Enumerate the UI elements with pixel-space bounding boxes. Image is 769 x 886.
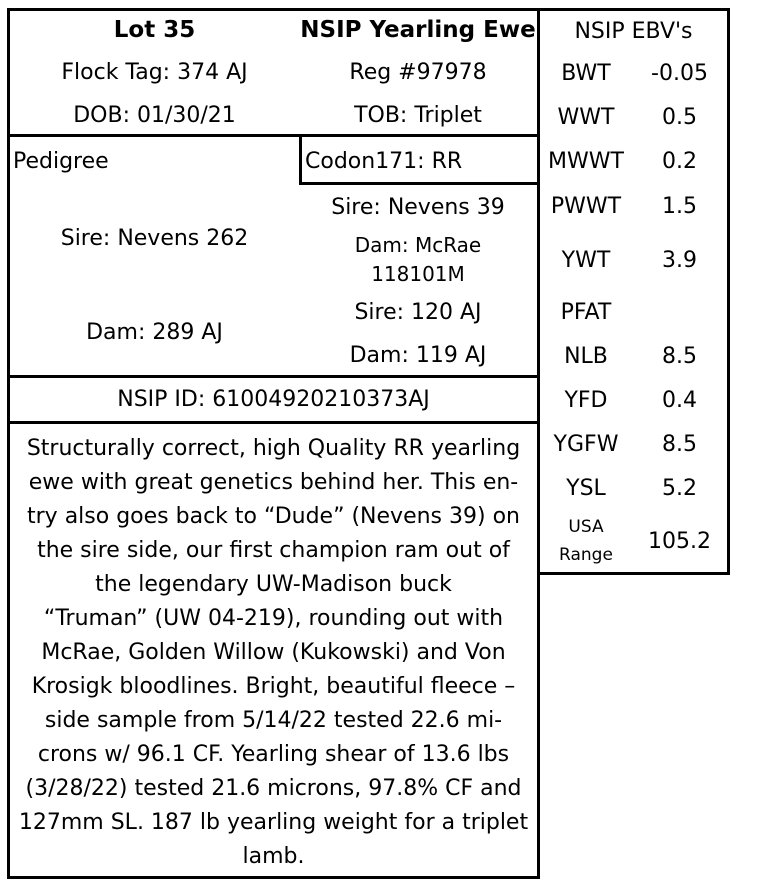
ebv-title: NSIP EBV's — [574, 19, 693, 44]
ebv-label-mwwt: MWWT — [548, 149, 624, 174]
ebv-label-bwt: BWT — [561, 61, 611, 86]
ebv-label-ywt: YWT — [561, 248, 611, 273]
ebv-value-bwt: -0.05 — [651, 61, 708, 86]
header-divider — [7, 134, 538, 137]
ebv-label-yfd: YFD — [564, 388, 608, 413]
type-of-birth: TOB: Triplet — [354, 103, 482, 128]
ebv-value-ywt: 3.9 — [662, 248, 697, 273]
description-line: the sire side, our first champion ram out of — [37, 538, 510, 563]
ebv-value-ysl: 5.2 — [662, 476, 697, 501]
pedigree-label: Pedigree — [13, 149, 109, 174]
description-line: 127mm SL. 187 lb yearling weight for a triplet — [18, 810, 529, 835]
codon-171: Codon171: RR — [305, 149, 463, 174]
ebv-label-ysl: YSL — [566, 476, 606, 501]
codon-box-bottom — [299, 182, 538, 185]
usa-range-label-line-2: Range — [559, 545, 613, 565]
listing-title: NSIP Yearling Ewe — [300, 17, 536, 43]
description-line: crons w/ 96.1 CF. Yearling shear of 13.6 lbs — [37, 742, 510, 767]
sire-of-sire: Sire: Nevens 39 — [331, 195, 505, 220]
dam-of-sire-line-1: Dam: McRae — [354, 233, 482, 257]
usa-range-value: 105.2 — [648, 529, 711, 554]
description-line: Krosigk bloodlines. Bright, beautiful fleece – — [31, 674, 516, 699]
sire: Sire: Nevens 262 — [60, 226, 249, 251]
description-line: “Truman” (UW 04-219), rounding out with — [43, 606, 504, 631]
ebv-label-pwwt: PWWT — [550, 194, 622, 219]
description-line: the legendary UW-Madison buck — [95, 572, 452, 597]
ebv-value-wwt: 0.5 — [662, 105, 697, 130]
ebv-value-ygfw: 8.5 — [662, 432, 697, 457]
description-line: McRae, Golden Willow (Kukowski) and Von — [41, 640, 506, 665]
dam: Dam: 289 AJ — [86, 320, 223, 345]
ebv-label-pfat: PFAT — [560, 300, 612, 325]
ebv-value-mwwt: 0.2 — [662, 149, 697, 174]
description-line: ewe with great genetics behind her. This en- — [28, 470, 519, 495]
description — [10, 432, 537, 874]
description-line: lamb. — [242, 844, 305, 869]
dam-of-sire-line-2: 118101M — [371, 262, 465, 286]
description-line: Structurally correct, high Quality RR yearling — [26, 436, 521, 461]
lot-number: Lot 35 — [113, 17, 196, 43]
ebv-value-yfd: 0.4 — [662, 388, 697, 413]
description-line: (3/28/22) tested 21.6 microns, 97.8% CF and — [25, 776, 522, 801]
description-line: try also goes back to “Dude” (Nevens 39) on — [27, 504, 520, 529]
flock-tag: Flock Tag: 374 AJ — [61, 60, 248, 85]
pedigree-divider — [7, 375, 538, 378]
bottom-border — [7, 876, 540, 879]
dam-of-dam: Dam: 119 AJ — [349, 343, 487, 368]
description-line: side sample from 5/14/22 tested 22.6 mi- — [44, 708, 503, 733]
ebv-value-nlb: 8.5 — [662, 344, 697, 369]
registration-number: Reg #97978 — [349, 60, 487, 85]
date-of-birth: DOB: 01/30/21 — [73, 103, 236, 128]
ebv-value-pwwt: 1.5 — [662, 194, 697, 219]
ebv-label-ygfw: YGFW — [553, 432, 619, 457]
ebv-label-nlb: NLB — [564, 344, 608, 369]
top-border — [7, 8, 730, 11]
ebv-label-wwt: WWT — [557, 105, 615, 130]
ebv-right-border — [727, 8, 730, 574]
codon-box-left — [299, 134, 302, 184]
nsip-id-divider — [7, 421, 538, 424]
usa-range-label-line-1: USA — [568, 517, 604, 537]
nsip-id: NSIP ID: 61004920210373AJ — [117, 387, 430, 412]
ebv-bottom-border — [537, 572, 730, 575]
sire-of-dam: Sire: 120 AJ — [354, 300, 482, 325]
